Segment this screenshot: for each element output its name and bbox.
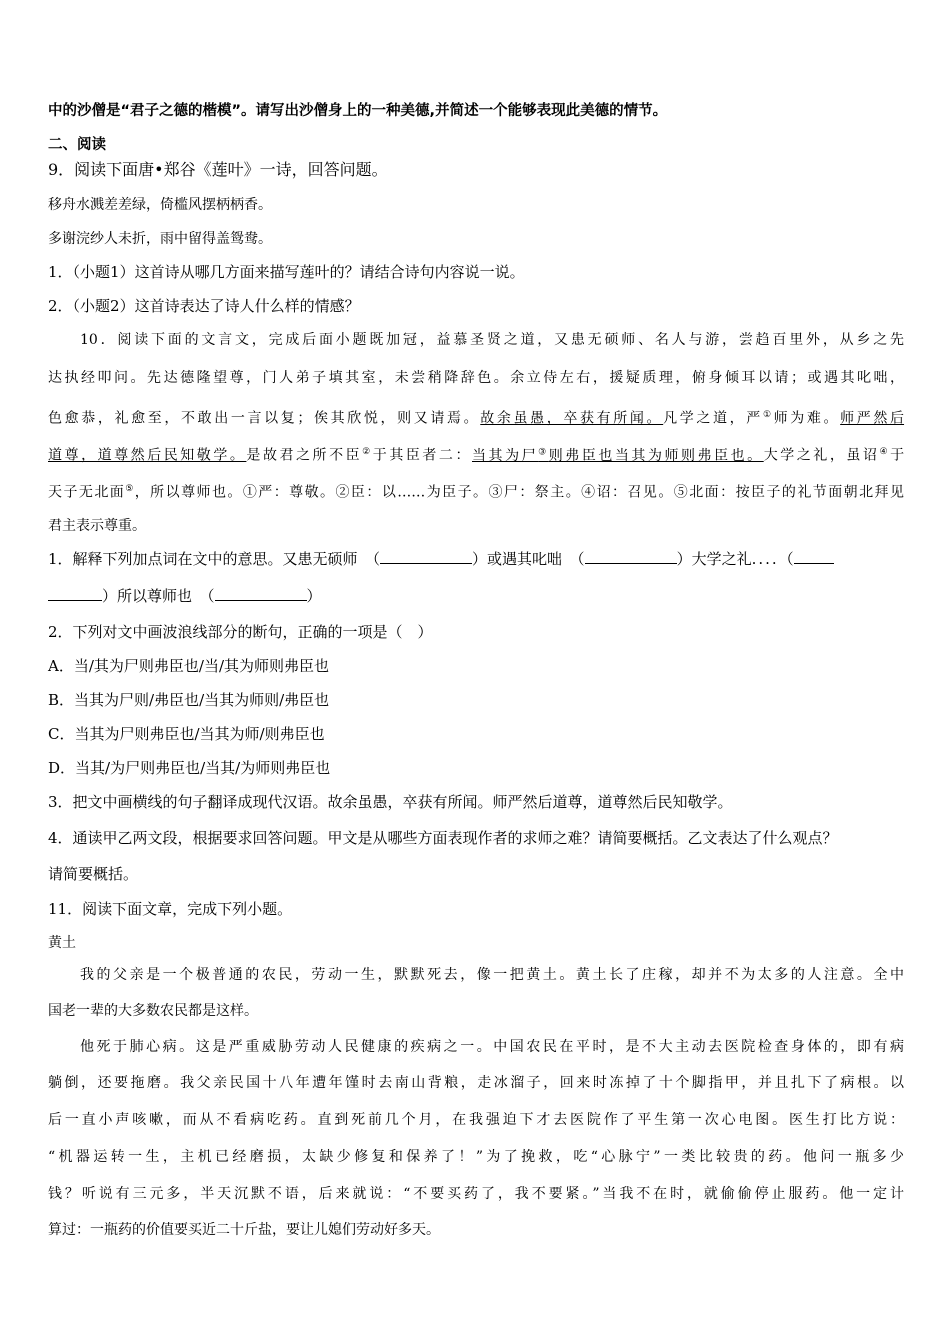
- question-10-passage-line-5: 天子无北面⑤，所以尊师也。①严：尊敬。②臣：以……为臣子。③尸：祭主。④诏：召见。⑤北面：按臣子的礼节面朝北拜见: [48, 484, 904, 501]
- answer-blank-3a[interactable]: [794, 549, 834, 564]
- answer-blank-3b[interactable]: [48, 586, 102, 601]
- option-d[interactable]: D．当其/为尸则弗臣也/当其/为师则弗臣也: [48, 759, 331, 777]
- underlined-sentence-2b: 道尊，道尊然后民知敬学。: [48, 447, 247, 464]
- question-10-passage-line-4: 道尊，道尊然后民知敬学。是故君之所不臣②于其臣者二：当其为尸③则弗臣也当其为师则弗臣也。大学之礼，虽诏④于: [48, 447, 905, 464]
- article-line-1: 我的父亲是一个极普通的农民，劳动一生，默默死去，像一把黄土。黄土长了庄稼，却并不为太多的人注意。全中: [80, 967, 904, 983]
- answer-blank-1[interactable]: [380, 549, 472, 564]
- question-10-passage-line-2: 达执经叩问。先达德隆望尊，门人弟子填其室，未尝稍降辞色。余立侍左右，援疑质理，俯身倾耳以请；或遇其叱咄，: [48, 370, 904, 386]
- article-title: 黄土: [48, 935, 76, 951]
- article-line-4: 躺倒，还要拖磨。我父亲民国十八年遭年馑时去南山背粮，走冰溜子，回来时冻掉了十个脚指甲，并且扎下了病根。以: [48, 1075, 904, 1091]
- underlined-sentence-1: 故余虽愚，卒获有所闻。: [480, 410, 664, 427]
- answer-blank-2[interactable]: [585, 549, 677, 564]
- underlined-sentence-2a: 师严然后: [840, 410, 905, 427]
- wavy-sentence: 当其为尸③则弗臣也当其为师则弗臣也。: [472, 447, 764, 464]
- question-10-sub-2: 2．下列对文中画波浪线部分的断句，正确的一项是（ ）: [48, 623, 433, 641]
- article-line-5: 后一直小声咳嗽，而从不看病吃药。直到死前几个月，在我强迫下才去医院作了平生第一次心电图。医生打比方说：: [48, 1112, 904, 1128]
- section-heading-reading: 二、阅读: [48, 137, 106, 153]
- option-a[interactable]: A．当/其为尸则弗臣也/当/其为师则弗臣也: [48, 657, 329, 675]
- question-10-passage-line-3: 色愈恭，礼愈至，不敢出一言以复；俟其欣悦，则又请焉。故余虽愚，卒获有所闻。凡学之道，严①师为难。师严然后: [48, 410, 905, 427]
- question-10-sub-4-line-2: 请简要概括。: [48, 865, 139, 883]
- question-10-sub-3: 3．把文中画横线的句子翻译成现代汉语。故余虽愚，卒获有所闻。师严然后道尊，道尊然后民知敬学。: [48, 793, 733, 811]
- question-9-title: 9．阅读下面唐•郑谷《莲叶》一诗，回答问题。: [48, 160, 388, 179]
- article-line-6: “机器运转一生，主机已经磨损，太缺少修复和保养了！”为了挽救，吃“心脉宁”一类比较贵的药。他问一瓶多少: [48, 1149, 904, 1165]
- question-9-sub-2: 2．（小题2）这首诗表达了诗人什么样的情感？: [48, 297, 360, 315]
- article-line-7: 钱？听说有三元多，半天沉默不语，后来就说：“不要买药了，我不要紧。”当我不在时，就偷偷停止服药。他一定计: [48, 1186, 904, 1202]
- article-line-8: 算过：一瓶药的价值要买近二十斤盐，要让儿媳们劳动好多天。: [48, 1222, 440, 1238]
- poem-line-1: 移舟水溅差差绿，倚槛风摆柄柄香。: [48, 197, 272, 213]
- question-10-passage-line-6: 君主表示尊重。: [48, 518, 146, 534]
- question-10-sub-1-line-1: 1．解释下列加点词在文中的意思。又患无硕师 （ ）或遇其叱咄 （ ）大学之礼....（: [48, 549, 834, 569]
- question-11-title: 11．阅读下面文章，完成下列小题。: [48, 900, 293, 918]
- intro-question-line: 中的沙僧是“君子之德的楷模”。请写出沙僧身上的一种美德,并简述一个能够表现此美德的情节。: [48, 103, 668, 119]
- question-10-sub-1-line-2: ）所以尊师也 （ ）: [48, 586, 322, 606]
- option-c[interactable]: C．当其为尸则弗臣也/当其为师/则弗臣也: [48, 725, 325, 743]
- poem-line-2: 多谢浣纱人未折，雨中留得盖鸳鸯。: [48, 231, 272, 247]
- article-line-2: 国老一辈的大多数农民都是这样。: [48, 1003, 258, 1019]
- question-9-sub-1: 1．（小题1）这首诗从哪几方面来描写莲叶的？请结合诗句内容说一说。: [48, 263, 525, 281]
- option-b[interactable]: B．当其为尸则/弗臣也/当其为师则/弗臣也: [48, 691, 330, 709]
- answer-blank-4[interactable]: [215, 586, 307, 601]
- question-10-passage-line-1: 10．阅读下面的文言文，完成后面小题既加冠，益慕圣贤之道，又患无硕师、名人与游，尝趋百里外，从乡之先: [80, 332, 904, 348]
- question-10-sub-4-line-1: 4．通读甲乙两文段，根据要求回答问题。甲文是从哪些方面表现作者的求师之难？请简要概括。乙文表达了什么观点？: [48, 829, 838, 847]
- article-line-3: 他死于肺心病。这是严重威胁劳动人民健康的疾病之一。中国农民在平时，是不大主动去医院检查身体的，即有病: [80, 1039, 904, 1055]
